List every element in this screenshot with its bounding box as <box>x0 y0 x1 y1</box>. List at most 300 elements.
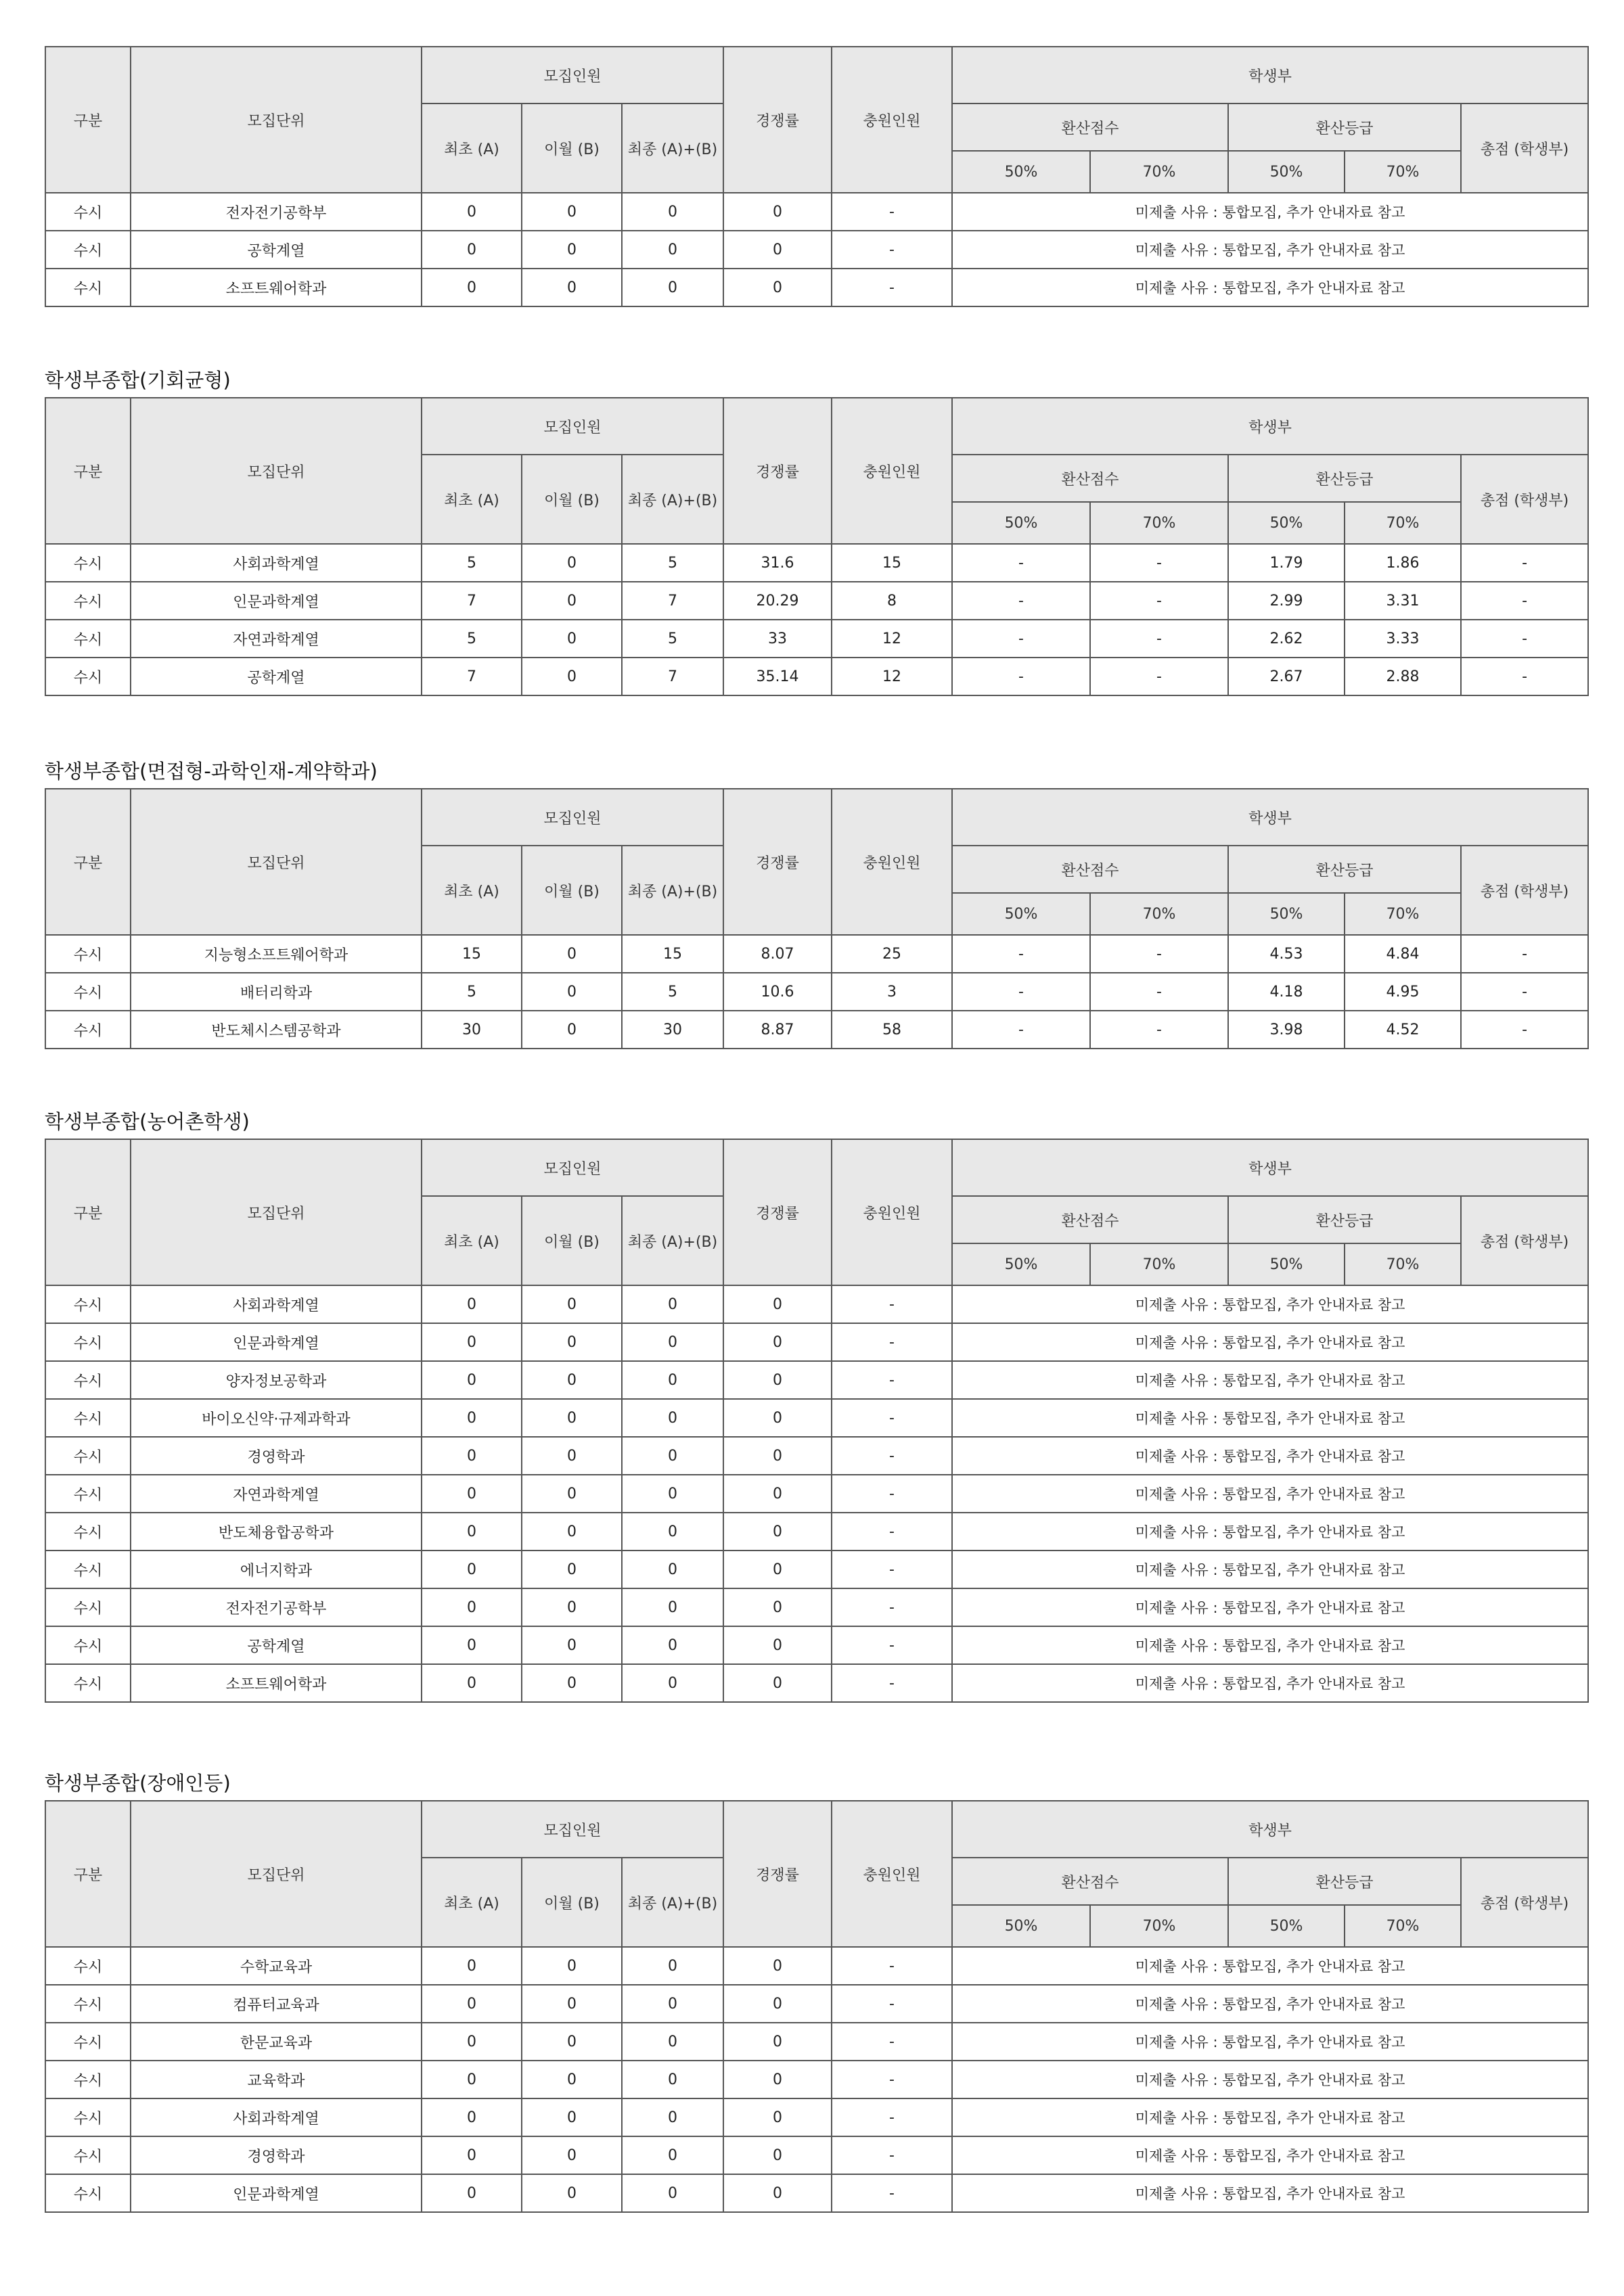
cell-additional: - <box>832 2174 952 2212</box>
cell-note: 미제출 사유 : 통합모집, 추가 안내자료 참고 <box>952 1437 1588 1475</box>
cell-grade-70: 4.95 <box>1345 973 1461 1011</box>
cell-initial: 0 <box>422 1399 522 1437</box>
cell-initial: 5 <box>422 544 522 582</box>
cell-score-70: - <box>1090 582 1228 620</box>
cell-category: 수시 <box>45 2098 131 2136</box>
cell-additional: 25 <box>832 935 952 973</box>
admission-table <box>45 397 1589 696</box>
cell-carryover: 0 <box>522 2174 622 2212</box>
cell-total: - <box>1461 1011 1588 1049</box>
cell-unit: 전자전기공학부 <box>131 193 422 231</box>
header-row <box>45 398 1588 455</box>
table-row <box>45 658 1588 695</box>
cell-unit: 인문과학계열 <box>131 2174 422 2212</box>
header-record: 학생부 <box>952 1801 1588 1858</box>
cell-category: 수시 <box>45 2174 131 2212</box>
cell-final: 0 <box>622 1285 723 1323</box>
table-row <box>45 1551 1588 1588</box>
cell-unit: 공학계열 <box>131 231 422 269</box>
header-row <box>45 1801 1588 1858</box>
cell-initial: 5 <box>422 973 522 1011</box>
cell-additional: - <box>832 231 952 269</box>
cell-competition: 35.14 <box>723 658 832 695</box>
cell-additional: - <box>832 1437 952 1475</box>
header-score-50: 50% <box>952 151 1090 193</box>
header-unit: 모집단위 <box>131 398 422 544</box>
header-carryover: 이월 (B) <box>522 104 622 193</box>
header-total: 총점 (학생부) <box>1461 1858 1588 1947</box>
cell-additional: - <box>832 1626 952 1664</box>
cell-additional: - <box>832 2136 952 2174</box>
header-recruit: 모집인원 <box>422 1801 723 1858</box>
cell-note: 미제출 사유 : 통합모집, 추가 안내자료 참고 <box>952 269 1588 306</box>
cell-competition: 0 <box>723 2174 832 2212</box>
cell-competition: 0 <box>723 1513 832 1551</box>
cell-unit: 양자정보공학과 <box>131 1361 422 1399</box>
cell-final: 0 <box>622 2098 723 2136</box>
cell-unit: 배터리학과 <box>131 973 422 1011</box>
table-row <box>45 1513 1588 1551</box>
cell-initial: 7 <box>422 582 522 620</box>
cell-initial: 0 <box>422 1626 522 1664</box>
header-category: 구분 <box>45 789 131 935</box>
cell-unit: 경영학과 <box>131 1437 422 1475</box>
cell-unit: 사회과학계열 <box>131 2098 422 2136</box>
cell-carryover: 0 <box>522 2136 622 2174</box>
cell-category: 수시 <box>45 1285 131 1323</box>
cell-category: 수시 <box>45 1323 131 1361</box>
cell-total: - <box>1461 658 1588 695</box>
header-grade-70: 70% <box>1345 1905 1461 1947</box>
cell-carryover: 0 <box>522 1475 622 1513</box>
cell-category: 수시 <box>45 658 131 695</box>
header-total: 총점 (학생부) <box>1461 455 1588 544</box>
table-row <box>45 1475 1588 1513</box>
cell-score-50: - <box>952 620 1090 658</box>
admission-table <box>45 1800 1589 2213</box>
cell-total: - <box>1461 620 1588 658</box>
cell-final: 5 <box>622 620 723 658</box>
header-carryover: 이월 (B) <box>522 846 622 935</box>
cell-carryover: 0 <box>522 2023 622 2061</box>
header-competition: 경쟁률 <box>723 789 832 935</box>
cell-additional: - <box>832 1947 952 1985</box>
header-total: 총점 (학생부) <box>1461 846 1588 935</box>
cell-note: 미제출 사유 : 통합모집, 추가 안내자료 참고 <box>952 1588 1588 1626</box>
table-row <box>45 544 1588 582</box>
cell-final: 0 <box>622 1323 723 1361</box>
table-row <box>45 1399 1588 1437</box>
cell-category: 수시 <box>45 1399 131 1437</box>
header-score: 환산점수 <box>952 1858 1228 1905</box>
header-grade: 환산등급 <box>1228 1196 1461 1243</box>
cell-unit: 경영학과 <box>131 2136 422 2174</box>
header-additional: 충원인원 <box>832 1801 952 1947</box>
cell-category: 수시 <box>45 1626 131 1664</box>
cell-initial: 7 <box>422 658 522 695</box>
cell-carryover: 0 <box>522 1323 622 1361</box>
admission-table <box>45 788 1589 1049</box>
cell-unit: 사회과학계열 <box>131 1285 422 1323</box>
cell-carryover: 0 <box>522 1399 622 1437</box>
table-row <box>45 2023 1588 2061</box>
cell-initial: 0 <box>422 1588 522 1626</box>
table-row <box>45 2174 1588 2212</box>
cell-additional: - <box>832 2023 952 2061</box>
section-title: 학생부종합(농어촌학생) <box>45 1110 250 1133</box>
cell-category: 수시 <box>45 1551 131 1588</box>
table-row <box>45 2061 1588 2098</box>
cell-grade-50: 2.67 <box>1228 658 1345 695</box>
cell-carryover: 0 <box>522 231 622 269</box>
cell-initial: 0 <box>422 2136 522 2174</box>
cell-grade-50: 4.53 <box>1228 935 1345 973</box>
cell-final: 0 <box>622 1475 723 1513</box>
cell-competition: 8.07 <box>723 935 832 973</box>
cell-additional: 12 <box>832 620 952 658</box>
cell-unit: 소프트웨어학과 <box>131 1664 422 1702</box>
cell-note: 미제출 사유 : 통합모집, 추가 안내자료 참고 <box>952 193 1588 231</box>
cell-final: 0 <box>622 1437 723 1475</box>
cell-carryover: 0 <box>522 973 622 1011</box>
cell-category: 수시 <box>45 620 131 658</box>
cell-score-70: - <box>1090 973 1228 1011</box>
cell-initial: 30 <box>422 1011 522 1049</box>
cell-note: 미제출 사유 : 통합모집, 추가 안내자료 참고 <box>952 1985 1588 2023</box>
cell-additional: 12 <box>832 658 952 695</box>
header-recruit: 모집인원 <box>422 789 723 846</box>
header-score-70: 70% <box>1090 502 1228 544</box>
cell-additional: - <box>832 1399 952 1437</box>
cell-final: 5 <box>622 973 723 1011</box>
header-competition: 경쟁률 <box>723 1139 832 1285</box>
cell-total: - <box>1461 973 1588 1011</box>
cell-grade-70: 4.52 <box>1345 1011 1461 1049</box>
header-score: 환산점수 <box>952 455 1228 502</box>
cell-competition: 0 <box>723 2098 832 2136</box>
header-category: 구분 <box>45 398 131 544</box>
cell-competition: 0 <box>723 1285 832 1323</box>
cell-carryover: 0 <box>522 1285 622 1323</box>
header-score-50: 50% <box>952 502 1090 544</box>
header-grade: 환산등급 <box>1228 1858 1461 1905</box>
table-row <box>45 582 1588 620</box>
cell-unit: 소프트웨어학과 <box>131 269 422 306</box>
cell-initial: 0 <box>422 1285 522 1323</box>
cell-initial: 0 <box>422 1323 522 1361</box>
cell-final: 0 <box>622 231 723 269</box>
cell-initial: 0 <box>422 1985 522 2023</box>
cell-note: 미제출 사유 : 통합모집, 추가 안내자료 참고 <box>952 1664 1588 1702</box>
cell-note: 미제출 사유 : 통합모집, 추가 안내자료 참고 <box>952 2136 1588 2174</box>
cell-additional: - <box>832 2061 952 2098</box>
cell-carryover: 0 <box>522 1361 622 1399</box>
header-score-50: 50% <box>952 1905 1090 1947</box>
header-grade-70: 70% <box>1345 151 1461 193</box>
cell-final: 0 <box>622 1626 723 1664</box>
table-row <box>45 935 1588 973</box>
cell-competition: 0 <box>723 1664 832 1702</box>
cell-additional: - <box>832 1588 952 1626</box>
cell-carryover: 0 <box>522 658 622 695</box>
cell-score-70: - <box>1090 544 1228 582</box>
cell-additional: - <box>832 269 952 306</box>
cell-grade-70: 1.86 <box>1345 544 1461 582</box>
cell-final: 0 <box>622 1947 723 1985</box>
cell-carryover: 0 <box>522 582 622 620</box>
cell-initial: 5 <box>422 620 522 658</box>
cell-note: 미제출 사유 : 통합모집, 추가 안내자료 참고 <box>952 1947 1588 1985</box>
cell-initial: 0 <box>422 231 522 269</box>
cell-additional: - <box>832 1664 952 1702</box>
header-row <box>45 789 1588 846</box>
section-title: 학생부종합(기회균형) <box>45 369 231 392</box>
section-title: 학생부종합(면접형-과학인재-계약학과) <box>45 760 378 783</box>
header-score-70: 70% <box>1090 1243 1228 1285</box>
cell-competition: 0 <box>723 193 832 231</box>
cell-final: 0 <box>622 1551 723 1588</box>
cell-final: 0 <box>622 2174 723 2212</box>
cell-competition: 8.87 <box>723 1011 832 1049</box>
cell-additional: - <box>832 1513 952 1551</box>
header-score-70: 70% <box>1090 893 1228 935</box>
header-competition: 경쟁률 <box>723 398 832 544</box>
header-carryover: 이월 (B) <box>522 1196 622 1285</box>
table-row <box>45 1437 1588 1475</box>
cell-grade-70: 2.88 <box>1345 658 1461 695</box>
cell-competition: 0 <box>723 1361 832 1399</box>
cell-total: - <box>1461 935 1588 973</box>
cell-grade-50: 2.99 <box>1228 582 1345 620</box>
cell-additional: - <box>832 1285 952 1323</box>
header-recruit: 모집인원 <box>422 47 723 104</box>
cell-note: 미제출 사유 : 통합모집, 추가 안내자료 참고 <box>952 231 1588 269</box>
header-score-70: 70% <box>1090 1905 1228 1947</box>
cell-initial: 0 <box>422 1513 522 1551</box>
cell-category: 수시 <box>45 1475 131 1513</box>
cell-score-70: - <box>1090 658 1228 695</box>
header-recruit: 모집인원 <box>422 398 723 455</box>
header-additional: 충원인원 <box>832 47 952 193</box>
cell-category: 수시 <box>45 1588 131 1626</box>
cell-final: 0 <box>622 1985 723 2023</box>
cell-category: 수시 <box>45 582 131 620</box>
cell-unit: 수학교육과 <box>131 1947 422 1985</box>
cell-note: 미제출 사유 : 통합모집, 추가 안내자료 참고 <box>952 1285 1588 1323</box>
cell-category: 수시 <box>45 1985 131 2023</box>
table-row <box>45 1664 1588 1702</box>
cell-score-50: - <box>952 973 1090 1011</box>
cell-competition: 31.6 <box>723 544 832 582</box>
table-row <box>45 1626 1588 1664</box>
table-row <box>45 1588 1588 1626</box>
header-category: 구분 <box>45 1139 131 1285</box>
header-unit: 모집단위 <box>131 47 422 193</box>
section-title: 학생부종합(장애인등) <box>45 1772 231 1795</box>
header-final: 최종 (A)+(B) <box>622 1196 723 1285</box>
table-row <box>45 1285 1588 1323</box>
cell-category: 수시 <box>45 231 131 269</box>
cell-carryover: 0 <box>522 1626 622 1664</box>
cell-category: 수시 <box>45 544 131 582</box>
header-grade-70: 70% <box>1345 893 1461 935</box>
cell-initial: 15 <box>422 935 522 973</box>
cell-additional: - <box>832 1551 952 1588</box>
cell-carryover: 0 <box>522 193 622 231</box>
cell-carryover: 0 <box>522 1947 622 1985</box>
cell-final: 0 <box>622 269 723 306</box>
cell-competition: 20.29 <box>723 582 832 620</box>
cell-category: 수시 <box>45 973 131 1011</box>
cell-final: 0 <box>622 2061 723 2098</box>
cell-initial: 0 <box>422 1361 522 1399</box>
cell-note: 미제출 사유 : 통합모집, 추가 안내자료 참고 <box>952 2098 1588 2136</box>
cell-initial: 0 <box>422 1475 522 1513</box>
cell-category: 수시 <box>45 1437 131 1475</box>
cell-score-70: - <box>1090 620 1228 658</box>
cell-note: 미제출 사유 : 통합모집, 추가 안내자료 참고 <box>952 2174 1588 2212</box>
cell-note: 미제출 사유 : 통합모집, 추가 안내자료 참고 <box>952 1323 1588 1361</box>
cell-competition: 0 <box>723 1551 832 1588</box>
cell-carryover: 0 <box>522 2061 622 2098</box>
header-unit: 모집단위 <box>131 1801 422 1947</box>
header-final: 최종 (A)+(B) <box>622 104 723 193</box>
cell-additional: 58 <box>832 1011 952 1049</box>
cell-additional: 15 <box>832 544 952 582</box>
cell-initial: 0 <box>422 193 522 231</box>
cell-category: 수시 <box>45 1011 131 1049</box>
cell-unit: 반도체시스템공학과 <box>131 1011 422 1049</box>
header-score-50: 50% <box>952 1243 1090 1285</box>
cell-initial: 0 <box>422 2098 522 2136</box>
header-final: 최종 (A)+(B) <box>622 846 723 935</box>
header-record: 학생부 <box>952 47 1588 104</box>
cell-unit: 사회과학계열 <box>131 544 422 582</box>
header-grade-50: 50% <box>1228 151 1345 193</box>
cell-total: - <box>1461 582 1588 620</box>
table-row <box>45 620 1588 658</box>
cell-competition: 10.6 <box>723 973 832 1011</box>
cell-additional: - <box>832 2098 952 2136</box>
table-row <box>45 1361 1588 1399</box>
cell-final: 5 <box>622 544 723 582</box>
table-row <box>45 1011 1588 1049</box>
cell-competition: 0 <box>723 1323 832 1361</box>
cell-carryover: 0 <box>522 1437 622 1475</box>
cell-unit: 에너지학과 <box>131 1551 422 1588</box>
cell-final: 0 <box>622 1513 723 1551</box>
cell-carryover: 0 <box>522 620 622 658</box>
header-score: 환산점수 <box>952 1196 1228 1243</box>
cell-grade-50: 2.62 <box>1228 620 1345 658</box>
header-row <box>45 47 1588 104</box>
cell-carryover: 0 <box>522 1513 622 1551</box>
header-score: 환산점수 <box>952 104 1228 151</box>
cell-category: 수시 <box>45 193 131 231</box>
cell-note: 미제출 사유 : 통합모집, 추가 안내자료 참고 <box>952 1626 1588 1664</box>
header-additional: 충원인원 <box>832 398 952 544</box>
header-recruit: 모집인원 <box>422 1139 723 1196</box>
header-grade-50: 50% <box>1228 893 1345 935</box>
cell-final: 0 <box>622 1664 723 1702</box>
table-row <box>45 1947 1588 1985</box>
header-initial: 최초 (A) <box>422 1196 522 1285</box>
cell-competition: 0 <box>723 231 832 269</box>
cell-initial: 0 <box>422 2023 522 2061</box>
cell-final: 7 <box>622 582 723 620</box>
cell-grade-50: 1.79 <box>1228 544 1345 582</box>
cell-unit: 인문과학계열 <box>131 1323 422 1361</box>
cell-unit: 자연과학계열 <box>131 1475 422 1513</box>
cell-grade-70: 4.84 <box>1345 935 1461 973</box>
cell-unit: 인문과학계열 <box>131 582 422 620</box>
cell-final: 30 <box>622 1011 723 1049</box>
cell-carryover: 0 <box>522 1551 622 1588</box>
cell-competition: 33 <box>723 620 832 658</box>
cell-additional: - <box>832 1985 952 2023</box>
header-row <box>45 1139 1588 1196</box>
cell-score-70: - <box>1090 1011 1228 1049</box>
cell-competition: 0 <box>723 1399 832 1437</box>
header-category: 구분 <box>45 47 131 193</box>
header-grade: 환산등급 <box>1228 846 1461 893</box>
header-score: 환산점수 <box>952 846 1228 893</box>
cell-competition: 0 <box>723 1588 832 1626</box>
header-initial: 최초 (A) <box>422 1858 522 1947</box>
cell-category: 수시 <box>45 1513 131 1551</box>
admission-table <box>45 1139 1589 1703</box>
cell-unit: 전자전기공학부 <box>131 1588 422 1626</box>
cell-additional: - <box>832 1361 952 1399</box>
cell-carryover: 0 <box>522 1011 622 1049</box>
cell-competition: 0 <box>723 2023 832 2061</box>
cell-category: 수시 <box>45 2023 131 2061</box>
cell-score-70: - <box>1090 935 1228 973</box>
table-row <box>45 269 1588 306</box>
cell-competition: 0 <box>723 2061 832 2098</box>
cell-note: 미제출 사유 : 통합모집, 추가 안내자료 참고 <box>952 2061 1588 2098</box>
cell-note: 미제출 사유 : 통합모집, 추가 안내자료 참고 <box>952 1513 1588 1551</box>
cell-additional: 8 <box>832 582 952 620</box>
cell-category: 수시 <box>45 2136 131 2174</box>
header-score-70: 70% <box>1090 151 1228 193</box>
table-row <box>45 231 1588 269</box>
header-record: 학생부 <box>952 789 1588 846</box>
cell-grade-70: 3.31 <box>1345 582 1461 620</box>
cell-additional: - <box>832 1323 952 1361</box>
header-unit: 모집단위 <box>131 789 422 935</box>
table-row <box>45 2136 1588 2174</box>
header-grade: 환산등급 <box>1228 104 1461 151</box>
cell-note: 미제출 사유 : 통합모집, 추가 안내자료 참고 <box>952 1475 1588 1513</box>
cell-competition: 0 <box>723 1475 832 1513</box>
header-final: 최종 (A)+(B) <box>622 1858 723 1947</box>
cell-initial: 0 <box>422 2174 522 2212</box>
header-initial: 최초 (A) <box>422 846 522 935</box>
header-category: 구분 <box>45 1801 131 1947</box>
cell-carryover: 0 <box>522 544 622 582</box>
cell-grade-70: 3.33 <box>1345 620 1461 658</box>
cell-category: 수시 <box>45 1947 131 1985</box>
cell-final: 15 <box>622 935 723 973</box>
cell-score-50: - <box>952 544 1090 582</box>
cell-grade-50: 3.98 <box>1228 1011 1345 1049</box>
cell-final: 0 <box>622 2136 723 2174</box>
header-record: 학생부 <box>952 398 1588 455</box>
cell-final: 0 <box>622 2023 723 2061</box>
cell-final: 0 <box>622 1399 723 1437</box>
cell-unit: 공학계열 <box>131 1626 422 1664</box>
